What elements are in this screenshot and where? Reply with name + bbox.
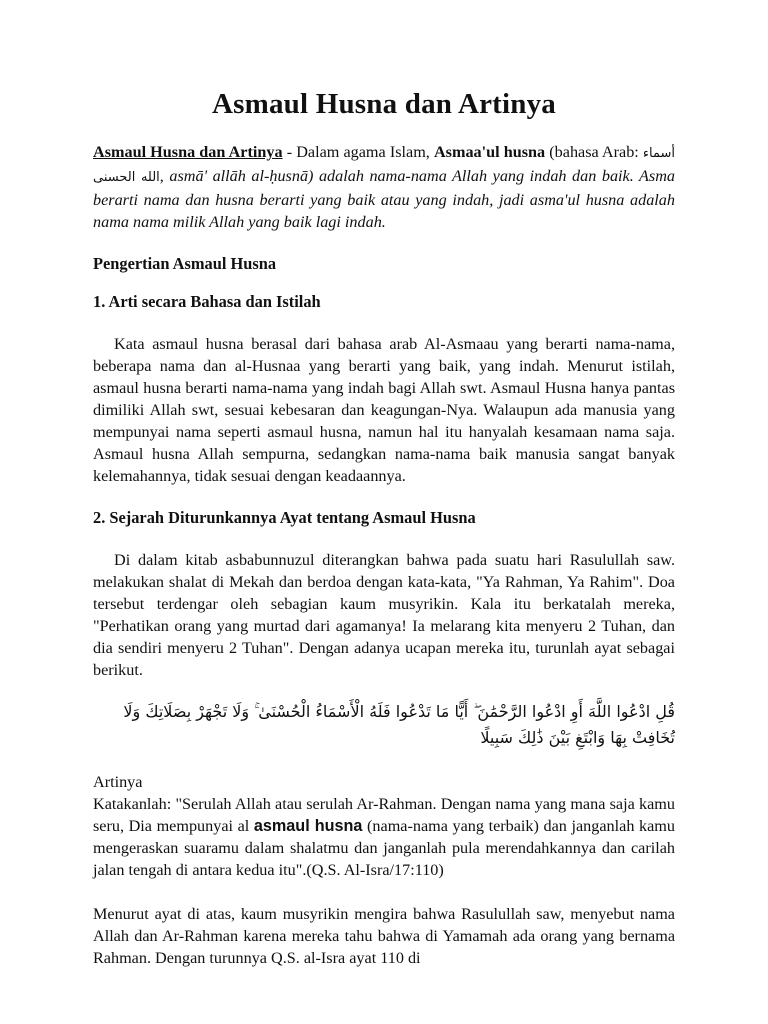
heading-pengertian: Pengertian Asmaul Husna: [93, 254, 277, 273]
intro-text-2: (bahasa Arab:: [545, 143, 643, 161]
section-1-paragraph: Kata asmaul husna berasal dari bahasa arab Al-Asmaau yang berarti nama-nama, beberapa nama dan al-Husnaa yang berarti yang baik, yang indah. Menurut istilah, asmaul husna berarti nama-nama yang indah bagi Allah swt. Asmaul Husna hanya pantas dimiliki Allah swt, sesuai kebesaran dan keagungan-Nya. Walaupun ada manusia yang mempunyai nama seperti asmaul husna, namun hal itu hanyalah kesamaan nama saja. Asmaul husna Allah sempurna, sedangkan nama-nama baik manusia sangat banyak kelemahannya, tidak sesuai dengan keadaannya.: [93, 335, 675, 485]
page-title: Asmaul Husna dan Artinya: [211, 88, 557, 120]
translation-text-2: (nama-nama yang terbaik) dan janganlah kamu mengeraskan suaramu dalam shalatmu dan janganlah pula merendahkannya dan carilah jalan tengah di antara kedua itu".(Q.S. Al-Isra/17:110): [93, 817, 675, 879]
translation-paragraph: [93, 793, 675, 881]
intro-text-3: ,: [159, 167, 170, 185]
heading-section-1: 1. Arti secara Bahasa dan Istilah: [93, 292, 321, 311]
translation-bold-term: asmaul husna: [253, 817, 363, 835]
intro-text-1: - Dalam agama Islam,: [282, 143, 434, 161]
quran-verse-arabic: قُلِ ادْعُوا اللَّهَ أَوِ ادْعُوا الرَّحْمَٰنَ ۖ أَيًّا مَا تَدْعُوا فَلَهُ الْأَسْمَاءُ الْحُسْنَىٰ ۚ وَلَا تَجْهَرْ بِصَلَاتِكَ وَلَا تُخَافِتْ بِهَا وَابْتَغِ بَيْنَ ذَٰلِكَ سَبِيلًا: [123, 702, 675, 747]
artinya-label: Artinya: [93, 773, 143, 791]
intro-arabic-name: أسماء الله الحسنى: [93, 146, 676, 185]
intro-bold-term: Asmaa'ul husna: [433, 143, 546, 161]
intro-lead-link[interactable]: Asmaul Husna dan Artinya: [93, 143, 283, 161]
intro-italic-text: asmā' allāh al-ḥusnā) adalah nama-nama Allah yang indah dan baik. Asma berarti nama dan husna berarti yang baik atau yang indah, jadi asma'ul husna adalah nama nama milik Allah yang baik lagi indah.: [93, 167, 675, 231]
heading-section-2: 2. Sejarah Diturunkannya Ayat tentang Asmaul Husna: [93, 508, 476, 527]
section-2-paragraph: Di dalam kitab asbabunnuzul diterangkan bahwa pada suatu hari Rasulullah saw. melakukan shalat di Mekah dan berdoa dengan kata-kata, "Ya Rahman, Ya Rahim". Doa tersebut terdengar oleh sebagian kaum musyrikin. Kala itu berkatalah mereka, "Perhatikan orang yang murtad dari agamanya! Ia melarang kita menyeru 2 Tuhan, dan dia sendiri menyeru 2 Tuhan". Dengan adanya ucapan mereka itu, turunlah ayat sebagai berikut.: [93, 551, 675, 679]
closing-paragraph: Menurut ayat di atas, kaum musyrikin mengira bahwa Rasulullah saw, menyebut nama Allah dan Ar-Rahman karena mereka tahu bahwa di Yamamah ada orang yang bernama Rahman. Dengan turunnya Q.S. al-Isra ayat 110 di: [93, 905, 675, 967]
intro-paragraph: [93, 141, 675, 233]
translation-text-1: Katakanlah: "Serulah Allah atau serulah Ar-Rahman. Dengan nama yang mana saja kamu seru, Dia mempunyai al: [93, 795, 675, 835]
